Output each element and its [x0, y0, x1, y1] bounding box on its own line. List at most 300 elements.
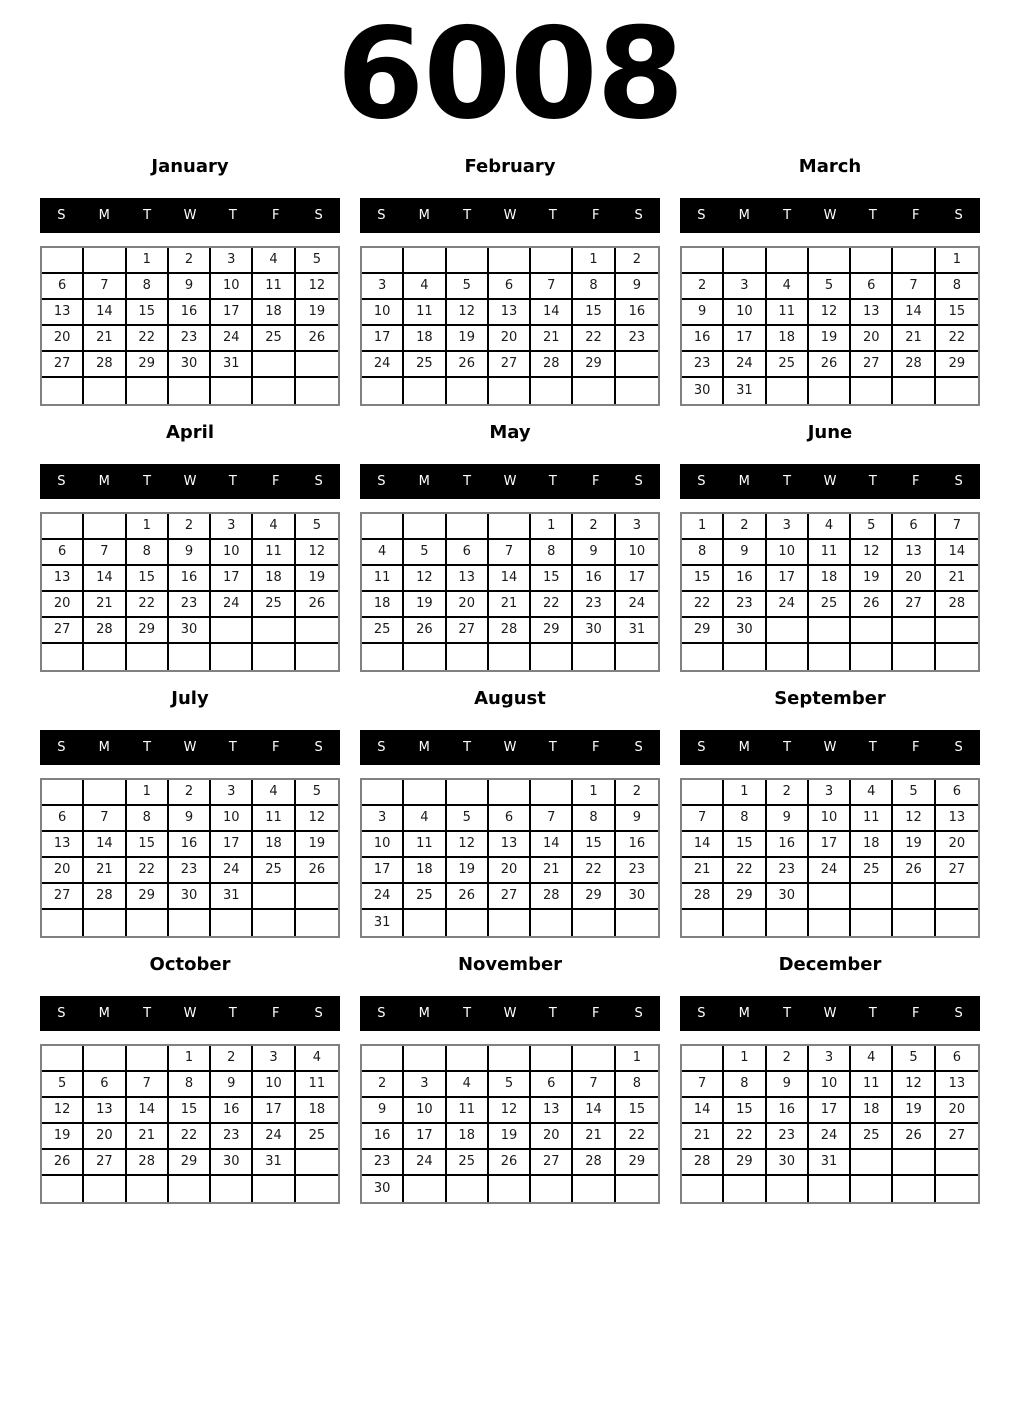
date-cell: 27	[489, 884, 531, 910]
date-cell: 22	[127, 326, 169, 352]
date-cell: 11	[809, 540, 851, 566]
month-block	[40, 954, 340, 1204]
week-row	[42, 780, 338, 806]
date-cell: 27	[42, 884, 84, 910]
day-header-cell: T	[783, 739, 792, 755]
week-row	[42, 514, 338, 540]
date-cell: 2	[724, 514, 766, 540]
week-row	[362, 300, 658, 326]
day-header-cell: W	[183, 1005, 197, 1021]
date-cell: 14	[84, 832, 126, 858]
date-cell: 16	[362, 1124, 404, 1150]
date-cell: 1	[127, 248, 169, 274]
empty-cell	[296, 1176, 338, 1202]
empty-cell	[767, 618, 809, 644]
date-cell: 3	[809, 1046, 851, 1072]
month-block	[40, 156, 340, 406]
date-cell: 8	[936, 274, 978, 300]
date-cell: 16	[169, 832, 211, 858]
empty-cell	[682, 1046, 724, 1072]
week-row	[682, 780, 978, 806]
date-cell: 6	[851, 274, 893, 300]
empty-cell	[253, 910, 295, 936]
date-cell: 11	[296, 1072, 338, 1098]
day-header-cell: W	[503, 473, 517, 489]
date-cell: 5	[404, 540, 446, 566]
empty-cell	[296, 352, 338, 378]
day-header-cell: S	[697, 739, 706, 755]
week-row	[42, 378, 338, 404]
date-cell: 23	[573, 592, 615, 618]
week-row	[362, 858, 658, 884]
week-row	[362, 884, 658, 910]
day-header-cell: M	[98, 739, 110, 755]
date-cell: 5	[296, 514, 338, 540]
week-row	[362, 566, 658, 592]
week-row	[42, 1124, 338, 1150]
date-cell: 7	[84, 274, 126, 300]
empty-cell	[767, 644, 809, 670]
empty-cell	[616, 352, 658, 378]
date-cell: 6	[84, 1072, 126, 1098]
day-header-cell: T	[548, 473, 557, 489]
date-cell: 11	[851, 806, 893, 832]
day-header-cell: T	[548, 207, 557, 223]
empty-cell	[404, 1046, 446, 1072]
date-cell: 16	[169, 566, 211, 592]
empty-cell	[682, 780, 724, 806]
day-header-cell: S	[377, 473, 386, 489]
date-cell: 11	[253, 806, 295, 832]
date-cell: 25	[253, 858, 295, 884]
date-cell: 30	[169, 352, 211, 378]
date-cell: 10	[809, 1072, 851, 1098]
date-cell: 18	[447, 1124, 489, 1150]
date-cell: 30	[573, 618, 615, 644]
date-cell: 6	[936, 1046, 978, 1072]
date-cell: 9	[362, 1098, 404, 1124]
date-cell: 4	[447, 1072, 489, 1098]
empty-cell	[296, 884, 338, 910]
week-row	[362, 806, 658, 832]
date-cell: 24	[211, 858, 253, 884]
week-row	[42, 1150, 338, 1176]
empty-cell	[851, 910, 893, 936]
day-header-cell: S	[314, 1005, 323, 1021]
empty-cell	[767, 248, 809, 274]
day-header-cell: T	[463, 207, 472, 223]
date-cell: 29	[724, 884, 766, 910]
week-row	[682, 806, 978, 832]
date-cell: 25	[253, 592, 295, 618]
date-cell: 21	[936, 566, 978, 592]
empty-cell	[809, 910, 851, 936]
empty-cell	[489, 248, 531, 274]
date-cell: 12	[893, 806, 935, 832]
week-row	[682, 514, 978, 540]
date-cell: 31	[211, 352, 253, 378]
day-header-cell: M	[738, 207, 750, 223]
date-cell: 7	[127, 1072, 169, 1098]
date-cell: 14	[573, 1098, 615, 1124]
date-cell: 27	[936, 858, 978, 884]
date-cell: 30	[169, 618, 211, 644]
date-cell: 4	[851, 1046, 893, 1072]
empty-cell	[362, 644, 404, 670]
date-cell: 26	[851, 592, 893, 618]
date-cell: 20	[489, 858, 531, 884]
date-cell: 13	[531, 1098, 573, 1124]
date-grid	[40, 512, 340, 672]
empty-cell	[531, 248, 573, 274]
date-cell: 20	[84, 1124, 126, 1150]
day-header-cell: W	[183, 207, 197, 223]
date-cell: 9	[767, 1072, 809, 1098]
day-header-cell: S	[634, 207, 643, 223]
date-cell: 11	[404, 832, 446, 858]
date-cell: 23	[169, 326, 211, 352]
date-cell: 8	[127, 540, 169, 566]
empty-cell	[489, 644, 531, 670]
empty-cell	[573, 1176, 615, 1202]
date-cell: 7	[531, 806, 573, 832]
month-title: April	[165, 421, 215, 443]
empty-cell	[127, 1176, 169, 1202]
date-cell: 2	[169, 514, 211, 540]
date-cell: 20	[851, 326, 893, 352]
date-cell: 13	[936, 1072, 978, 1098]
date-cell: 2	[362, 1072, 404, 1098]
week-row	[42, 1072, 338, 1098]
date-cell: 24	[362, 352, 404, 378]
date-cell: 29	[531, 618, 573, 644]
date-cell: 14	[84, 300, 126, 326]
empty-cell	[893, 378, 935, 404]
week-row	[682, 1124, 978, 1150]
day-header-cell: S	[697, 207, 706, 223]
date-cell: 4	[404, 274, 446, 300]
day-header-cell: S	[314, 739, 323, 755]
empty-cell	[682, 644, 724, 670]
date-cell: 11	[253, 274, 295, 300]
date-cell: 20	[447, 592, 489, 618]
empty-cell	[211, 910, 253, 936]
empty-cell	[296, 618, 338, 644]
week-row	[42, 592, 338, 618]
date-cell: 4	[809, 514, 851, 540]
date-cell: 11	[447, 1098, 489, 1124]
empty-cell	[531, 780, 573, 806]
empty-cell	[42, 514, 84, 540]
date-cell: 28	[682, 1150, 724, 1176]
date-cell: 19	[893, 832, 935, 858]
day-header-cell: T	[548, 739, 557, 755]
date-cell: 7	[573, 1072, 615, 1098]
date-cell: 22	[936, 326, 978, 352]
date-cell: 9	[211, 1072, 253, 1098]
date-cell: 23	[362, 1150, 404, 1176]
day-header-cell: W	[823, 1005, 837, 1021]
date-cell: 17	[404, 1124, 446, 1150]
week-row	[682, 884, 978, 910]
date-cell: 6	[42, 274, 84, 300]
date-cell: 30	[616, 884, 658, 910]
date-cell: 14	[489, 566, 531, 592]
empty-cell	[531, 644, 573, 670]
date-cell: 15	[573, 300, 615, 326]
day-header-cell: W	[503, 739, 517, 755]
day-header-row	[680, 198, 980, 233]
date-cell: 26	[42, 1150, 84, 1176]
week-row	[682, 592, 978, 618]
date-grid	[360, 512, 660, 672]
day-header-cell: F	[271, 1005, 280, 1021]
date-grid	[360, 778, 660, 938]
date-cell: 9	[573, 540, 615, 566]
empty-cell	[447, 248, 489, 274]
week-row	[682, 832, 978, 858]
date-cell: 21	[682, 1124, 724, 1150]
month-block	[680, 954, 980, 1204]
date-cell: 23	[616, 326, 658, 352]
day-header-cell: M	[98, 207, 110, 223]
week-row	[362, 1098, 658, 1124]
date-cell: 28	[893, 352, 935, 378]
date-cell: 27	[84, 1150, 126, 1176]
date-cell: 26	[447, 352, 489, 378]
day-header-cell: W	[823, 207, 837, 223]
date-cell: 25	[851, 858, 893, 884]
date-cell: 8	[724, 806, 766, 832]
week-row	[42, 248, 338, 274]
date-cell: 21	[893, 326, 935, 352]
empty-cell	[573, 1046, 615, 1072]
date-cell: 30	[724, 618, 766, 644]
date-cell: 3	[809, 780, 851, 806]
date-cell: 16	[682, 326, 724, 352]
date-cell: 20	[489, 326, 531, 352]
date-cell: 7	[893, 274, 935, 300]
week-row	[42, 618, 338, 644]
date-cell: 10	[616, 540, 658, 566]
date-cell: 29	[724, 1150, 766, 1176]
week-row	[682, 248, 978, 274]
day-header-row	[360, 996, 660, 1031]
date-cell: 25	[809, 592, 851, 618]
date-cell: 8	[531, 540, 573, 566]
day-header-cell: W	[503, 1005, 517, 1021]
date-cell: 13	[936, 806, 978, 832]
date-cell: 21	[84, 326, 126, 352]
empty-cell	[682, 248, 724, 274]
empty-cell	[489, 1046, 531, 1072]
week-row	[42, 910, 338, 936]
empty-cell	[809, 618, 851, 644]
date-cell: 31	[724, 378, 766, 404]
date-cell: 13	[489, 832, 531, 858]
week-row	[682, 1176, 978, 1202]
week-row	[362, 378, 658, 404]
date-cell: 7	[489, 540, 531, 566]
day-header-cell: S	[697, 473, 706, 489]
date-cell: 2	[573, 514, 615, 540]
date-cell: 27	[851, 352, 893, 378]
date-cell: 2	[767, 1046, 809, 1072]
day-header-cell: T	[463, 739, 472, 755]
day-header-cell: F	[591, 207, 600, 223]
date-cell: 23	[616, 858, 658, 884]
date-cell: 18	[253, 832, 295, 858]
date-cell: 14	[893, 300, 935, 326]
day-header-cell: S	[954, 207, 963, 223]
date-cell: 15	[682, 566, 724, 592]
empty-cell	[84, 378, 126, 404]
date-cell: 30	[682, 378, 724, 404]
day-header-cell: T	[143, 1005, 152, 1021]
empty-cell	[851, 378, 893, 404]
month-title: December	[778, 953, 882, 975]
date-cell: 5	[296, 248, 338, 274]
week-row	[42, 566, 338, 592]
date-cell: 19	[296, 832, 338, 858]
day-header-cell: W	[183, 739, 197, 755]
week-row	[42, 540, 338, 566]
date-cell: 31	[809, 1150, 851, 1176]
empty-cell	[253, 618, 295, 644]
month-title: June	[807, 421, 853, 443]
day-header-cell: S	[57, 473, 66, 489]
day-header-row	[40, 730, 340, 765]
date-cell: 13	[42, 566, 84, 592]
month-block	[680, 422, 980, 672]
empty-cell	[127, 1046, 169, 1072]
date-cell: 6	[936, 780, 978, 806]
empty-cell	[573, 910, 615, 936]
date-cell: 11	[767, 300, 809, 326]
week-row	[42, 806, 338, 832]
empty-cell	[211, 618, 253, 644]
date-cell: 28	[936, 592, 978, 618]
date-cell: 17	[809, 1098, 851, 1124]
empty-cell	[809, 248, 851, 274]
day-header-cell: S	[697, 1005, 706, 1021]
day-header-row	[680, 464, 980, 499]
day-header-cell: M	[98, 473, 110, 489]
date-cell: 11	[253, 540, 295, 566]
date-cell: 29	[616, 1150, 658, 1176]
empty-cell	[936, 1150, 978, 1176]
day-header-cell: W	[823, 739, 837, 755]
date-cell: 10	[253, 1072, 295, 1098]
date-cell: 19	[447, 326, 489, 352]
empty-cell	[489, 780, 531, 806]
date-cell: 7	[531, 274, 573, 300]
day-header-cell: T	[868, 739, 877, 755]
empty-cell	[169, 644, 211, 670]
month-block	[40, 422, 340, 672]
day-header-cell: S	[954, 1005, 963, 1021]
date-cell: 2	[169, 780, 211, 806]
empty-cell	[362, 248, 404, 274]
empty-cell	[84, 1046, 126, 1072]
date-cell: 5	[809, 274, 851, 300]
empty-cell	[767, 1176, 809, 1202]
date-cell: 22	[573, 858, 615, 884]
date-cell: 4	[253, 514, 295, 540]
week-row	[362, 910, 658, 936]
date-cell: 19	[296, 300, 338, 326]
empty-cell	[531, 1046, 573, 1072]
empty-cell	[211, 1176, 253, 1202]
date-cell: 15	[169, 1098, 211, 1124]
empty-cell	[893, 248, 935, 274]
date-cell: 30	[362, 1176, 404, 1202]
date-cell: 23	[682, 352, 724, 378]
date-cell: 24	[616, 592, 658, 618]
empty-cell	[404, 644, 446, 670]
date-cell: 16	[616, 832, 658, 858]
date-cell: 25	[851, 1124, 893, 1150]
date-cell: 19	[296, 566, 338, 592]
date-grid	[40, 246, 340, 406]
month-block	[360, 156, 660, 406]
date-cell: 19	[447, 858, 489, 884]
date-cell: 29	[127, 618, 169, 644]
date-cell: 26	[489, 1150, 531, 1176]
empty-cell	[296, 378, 338, 404]
date-cell: 30	[767, 1150, 809, 1176]
week-row	[42, 1098, 338, 1124]
date-cell: 20	[42, 592, 84, 618]
date-cell: 30	[169, 884, 211, 910]
date-cell: 9	[616, 274, 658, 300]
week-row	[42, 1046, 338, 1072]
date-cell: 24	[253, 1124, 295, 1150]
date-cell: 1	[573, 248, 615, 274]
day-header-cell: S	[57, 207, 66, 223]
date-cell: 3	[211, 514, 253, 540]
date-cell: 13	[893, 540, 935, 566]
day-header-cell: T	[143, 739, 152, 755]
date-cell: 18	[404, 858, 446, 884]
day-header-cell: M	[738, 739, 750, 755]
date-cell: 12	[893, 1072, 935, 1098]
date-cell: 6	[42, 540, 84, 566]
date-cell: 16	[169, 300, 211, 326]
week-row	[362, 618, 658, 644]
day-header-cell: S	[314, 473, 323, 489]
day-header-cell: T	[228, 207, 237, 223]
date-cell: 25	[447, 1150, 489, 1176]
date-cell: 3	[616, 514, 658, 540]
day-header-cell: M	[418, 739, 430, 755]
week-row	[42, 352, 338, 378]
day-header-row	[360, 464, 660, 499]
date-grid	[40, 1044, 340, 1204]
week-row	[682, 1072, 978, 1098]
empty-cell	[447, 378, 489, 404]
date-cell: 26	[893, 858, 935, 884]
date-cell: 15	[127, 566, 169, 592]
date-cell: 28	[84, 352, 126, 378]
date-cell: 8	[127, 806, 169, 832]
date-cell: 26	[809, 352, 851, 378]
empty-cell	[893, 618, 935, 644]
date-cell: 8	[573, 806, 615, 832]
week-row	[42, 300, 338, 326]
date-cell: 28	[489, 618, 531, 644]
date-cell: 23	[169, 858, 211, 884]
